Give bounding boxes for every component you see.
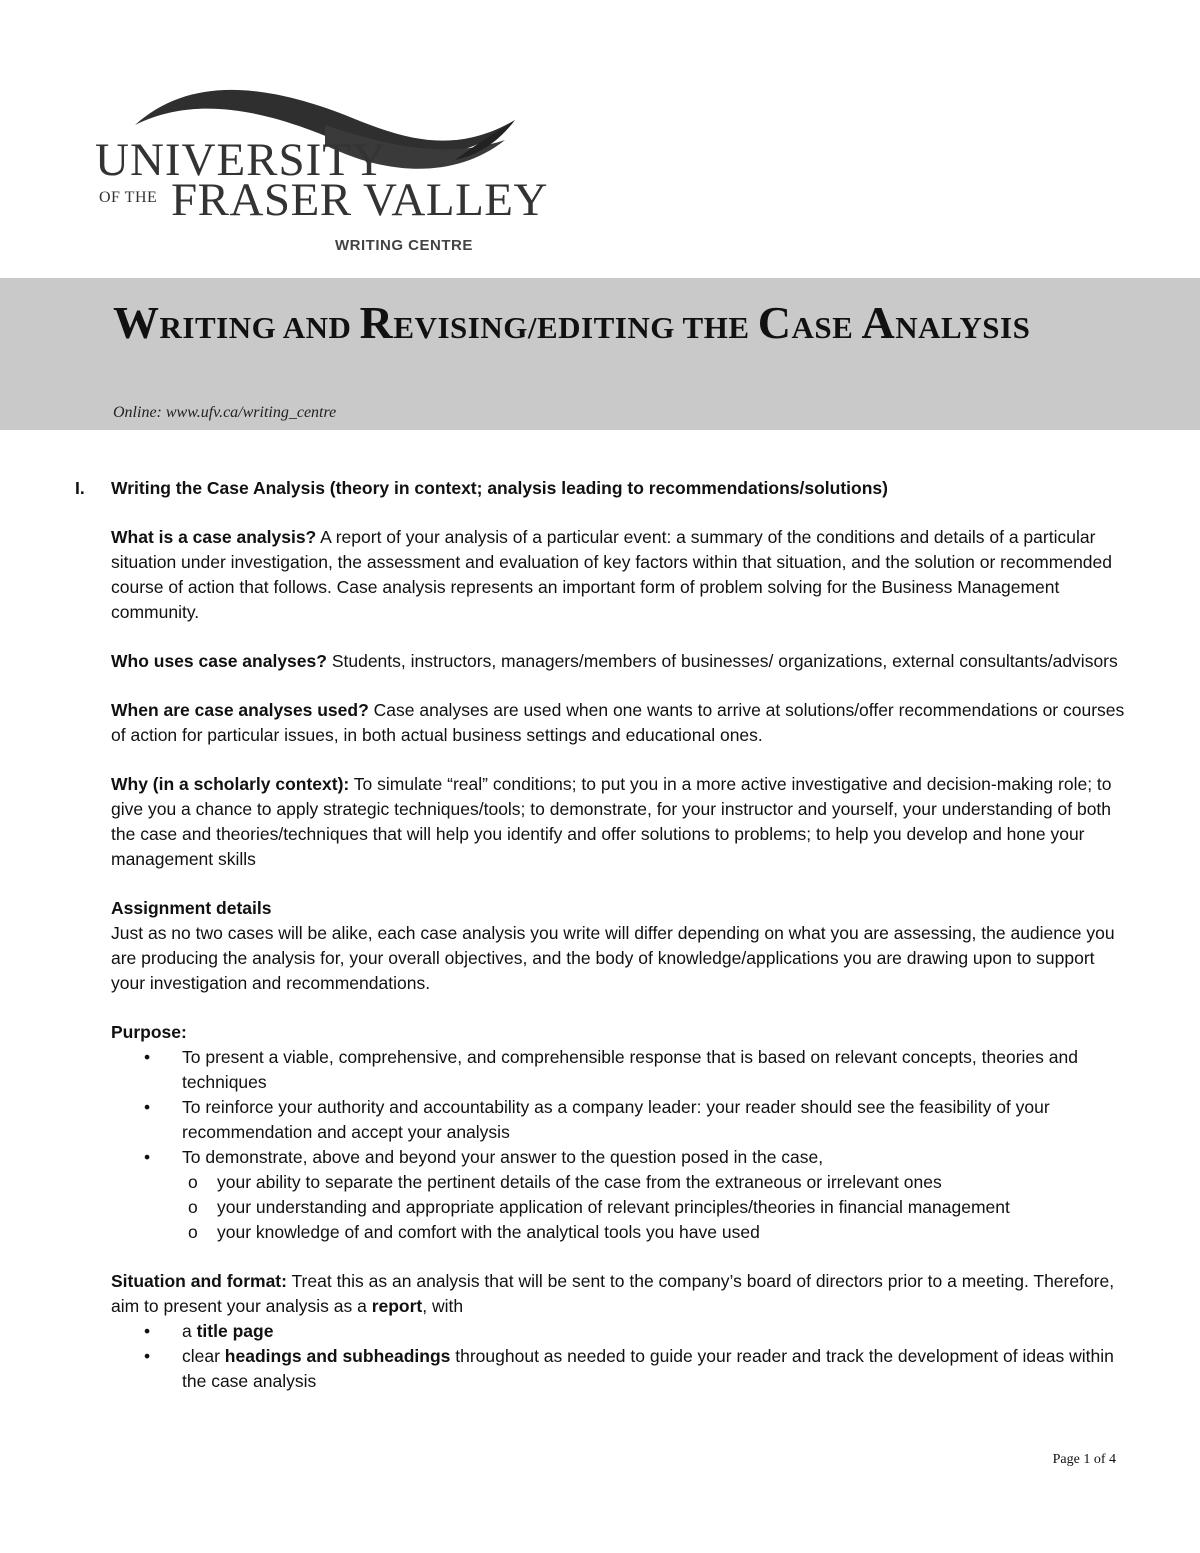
- page-number: Page 1 of 4: [1052, 1452, 1116, 1467]
- ufv-logo: [95, 85, 548, 265]
- sublist-item: [146, 1220, 1125, 1245]
- list-item: [111, 1319, 1125, 1344]
- purpose-sublist: [75, 1170, 1125, 1245]
- situation-text-2: , with: [422, 1296, 464, 1316]
- list-item-bold-text: headings and subheadings: [224, 1346, 451, 1366]
- situation-report-word: report: [371, 1296, 423, 1316]
- who-paragraph: [111, 649, 1125, 674]
- situation-paragraph: [111, 1269, 1125, 1319]
- list-item: [111, 1145, 1125, 1245]
- sublist-item: [146, 1170, 1125, 1195]
- list-item-bold-text: title page: [196, 1321, 274, 1341]
- when-text: Case analyses are used when one wants to arrive at solutions/offer recommendations or courses of action for particular issues, in both actual business settings and educational ones.: [111, 700, 1125, 745]
- situation-text-1: Treat this as an analysis that will be sent to the company’s board of directors prior to a meeting. Therefore, aim to present your analysis as a: [111, 1271, 1115, 1316]
- situation-question: Situation and format:: [111, 1271, 287, 1291]
- section-number: I.: [75, 478, 85, 498]
- section-heading: [75, 476, 1125, 501]
- list-item-text: a: [182, 1321, 197, 1341]
- purpose-heading-text: Purpose:: [111, 1022, 187, 1042]
- sublist-item-text: your understanding and appropriate application of relevant principles/theories in financial management: [217, 1197, 1010, 1217]
- why-text: To simulate “real” conditions; to put you in a more active investigative and decision-making role; to give you a chance to apply strategic techniques/tools; to demonstrate, for your instructor and yourself, your understanding of both the case and theories/techniques that will help you identify and offer solutions to problems; to help you develop and hone your management skills: [111, 774, 1112, 869]
- circle-bullet-icon: o: [188, 1172, 198, 1192]
- section-heading-text: Writing the Case Analysis (theory in context; analysis leading to recommendations/solutions): [111, 478, 888, 498]
- circle-bullet-icon: o: [188, 1197, 198, 1217]
- sublist-item-text: your ability to separate the pertinent details of the case from the extraneous or irrelevant ones: [217, 1172, 942, 1192]
- purpose-heading: [111, 1020, 1125, 1045]
- when-question: When are case analyses used?: [111, 700, 369, 720]
- page-title: [113, 296, 1173, 354]
- bullet-icon: •: [144, 1321, 151, 1341]
- document-body: [75, 476, 1125, 1394]
- list-item: [111, 1045, 1125, 1095]
- list-item-text: To present a viable, comprehensive, and comprehensible response that is based on relevant concepts, theories and techniques: [182, 1047, 1078, 1092]
- what-question: What is a case analysis?: [111, 527, 317, 547]
- assignment-text: Just as no two cases will be alike, each case analysis you write will differ depending on what you are assessing, the audience you are producing the analysis for, your overall objectives, and the body of knowledge/applications you are drawing upon to support your investigation and recommendations.: [111, 923, 1115, 993]
- logo-university-text: UNIVERSITY: [95, 134, 387, 186]
- list-item-text: throughout as needed to guide your reader and track the development of ideas within the case analysis: [182, 1346, 1114, 1391]
- what-text: A report of your analysis of a particular event: a summary of the conditions and details of a particular situation under investigation, the assessment and evaluation of key factors within that situation, and the solution or recommended course of action that follows. Case analysis represents an important form of problem solving for the Business Management community.: [111, 527, 1113, 622]
- sublist-item: [146, 1195, 1125, 1220]
- when-paragraph: [111, 698, 1125, 748]
- bullet-icon: •: [144, 1147, 151, 1167]
- logo-fraser-valley-text: FRASER VALLEY: [171, 174, 548, 226]
- logo-writing-centre-text: WRITING CENTRE: [335, 237, 473, 254]
- situation-list: [75, 1319, 1125, 1394]
- why-paragraph: [111, 772, 1125, 872]
- list-item-text: To reinforce your authority and accountability as a company leader: your reader should see the feasibility of your recommendation and accept your analysis: [182, 1097, 1050, 1142]
- online-url: Online: www.ufv.ca/writing_centre: [113, 404, 337, 421]
- why-question: Why (in a scholarly context):: [111, 774, 350, 794]
- list-item-text: clear: [182, 1346, 225, 1366]
- sublist-item-text: your knowledge of and comfort with the analytical tools you have used: [217, 1222, 760, 1242]
- page-title-text: WRITING AND REVISING/EDITING THE CASE ANALYSIS: [113, 297, 1031, 348]
- list-item: [111, 1095, 1125, 1145]
- list-item: [111, 1344, 1125, 1394]
- who-question: Who uses case analyses?: [111, 651, 327, 671]
- bullet-icon: •: [144, 1097, 151, 1117]
- what-paragraph: [111, 525, 1125, 625]
- assignment-section: [111, 896, 1125, 996]
- bullet-icon: •: [144, 1346, 151, 1366]
- circle-bullet-icon: o: [188, 1222, 198, 1242]
- purpose-list: [75, 1045, 1125, 1245]
- bullet-icon: •: [144, 1047, 151, 1067]
- list-item-text: To demonstrate, above and beyond your answer to the question posed in the case,: [182, 1147, 824, 1167]
- assignment-heading: Assignment details: [111, 898, 272, 918]
- logo-of-the-text: OF THE: [99, 189, 158, 206]
- who-text: Students, instructors, managers/members of businesses/ organizations, external consultants/advisors: [326, 651, 1118, 671]
